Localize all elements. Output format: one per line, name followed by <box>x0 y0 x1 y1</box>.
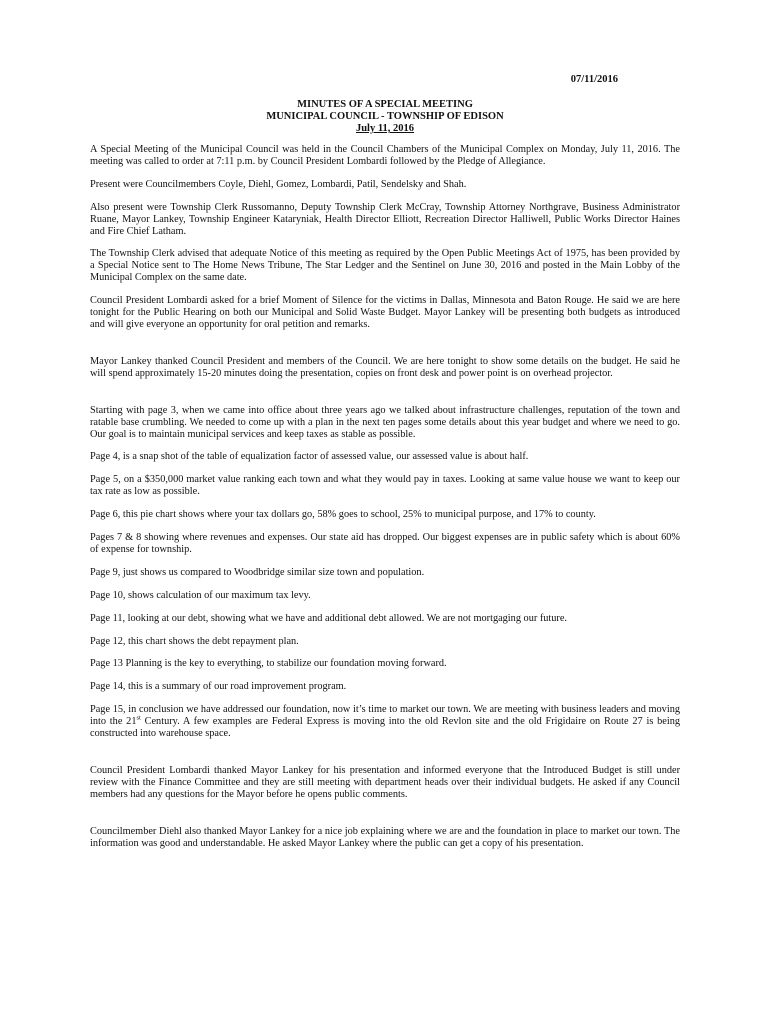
paragraph-page-9: Page 9, just shows us compared to Woodbridge similar size town and population. <box>90 566 425 578</box>
page-15-text-end: Century. A few examples are Federal Express is moving into the old Revlon site and the old Frigidaire on Route 27 is being constructed into warehouse space. <box>90 716 680 740</box>
paragraph-present: Present were Councilmembers Coyle, Diehl, Gomez, Lombardi, Patil, Sendelsky and Shah. <box>90 178 467 190</box>
page-15-text-start: Page 15, in conclusion we have addressed our foundation, now it’s time to market our town. We are meeting with business leaders and moving into the 21 <box>90 704 680 728</box>
paragraph-page-12: Page 12, this chart shows the debt repayment plan. <box>90 635 299 647</box>
document-date: 07/11/2016 <box>570 74 618 85</box>
paragraph-page-4: Page 4, is a snap shot of the table of equalization factor of assessed value, our assessed value is about half. <box>90 451 529 463</box>
paragraph-page-14: Page 14, this is a summary of our road improvement program. <box>90 681 347 693</box>
paragraph-diehl-remarks: Councilmember Diehl also thanked Mayor Lankey for a nice job explaining where we are and the foundation in place to market our town. The information was good and understandable. He asked Mayor Lankey where the public can get a copy of his presentation. <box>90 825 680 849</box>
paragraph-page-11: Page 11, looking at our debt, showing what we have and additional debt allowed. We are not mortgaging our future. <box>90 612 567 624</box>
paragraph-president-remarks: Council President Lombardi thanked Mayor Lankey for his presentation and informed everyone that the Introduced Budget is still under review with the Finance Committee and they are still meeting with department heads over their individual budgets. He asked if any Council members had any questions for the Mayor before he opens public comments. <box>90 765 680 800</box>
ordinal-superscript: st <box>136 714 141 722</box>
paragraph-page-15 <box>90 704 680 740</box>
paragraph-moment-of-silence: Council President Lombardi asked for a brief Moment of Silence for the victims in Dallas, Minnesota and Baton Rouge. He said we are here tonight for the Public Hearing on both our Municipal and Solid Waste Budget. Mayor Lankey will be presenting both budgets as introduced and will give everyone an opportunity for oral petition and remarks. <box>90 295 680 330</box>
paragraph-page-10: Page 10, shows calculation of our maximum tax levy. <box>90 589 311 601</box>
paragraph-also-present: Also present were Township Clerk Russomanno, Deputy Township Clerk McCray, Township Attorney Northgrave, Business Administrator Ruane, Mayor Lankey, Township Engineer Kataryniak, Health Director Elliott, Recreation Director Halliwell, Public Works Director Haines and Fire Chief Latham. <box>90 201 680 237</box>
paragraph-page-6: Page 6, this pie chart shows where your tax dollars go, 58% goes to school, 25% to municipal purpose, and 17% to county. <box>90 509 596 521</box>
heading-title: MINUTES OF A SPECIAL MEETING <box>297 99 473 110</box>
paragraph-mayor-intro: Mayor Lankey thanked Council President and members of the Council. We are here tonight to show some details on the budget. He said he will spend approximately 15-20 minutes doing the presentation, copies on front desk and power point is on overhead projector. <box>90 355 680 379</box>
paragraph-call-to-order: A Special Meeting of the Municipal Council was held in the Council Chambers of the Municipal Complex on Monday, July 11, 2016. The meeting was called to order at 7:11 p.m. by Council President Lombardi followed by the Pledge of Allegiance. <box>90 144 680 167</box>
heading-organization: MUNICIPAL COUNCIL - TOWNSHIP OF EDISON <box>266 111 504 122</box>
paragraph-notice: The Township Clerk advised that adequate Notice of this meeting as required by the Open Public Meetings Act of 1975, has been provided by a Special Notice sent to The Home News Tribune, The Star Ledger and the Sentinel on June 30, 2016 and posted in the Main Lobby of the Municipal Complex on the same date. <box>90 248 680 284</box>
paragraph-page-5: Page 5, on a $350,000 market value ranking each town and what they would pay in taxes. Looking at same value house we want to keep our tax rate as low as possible. <box>90 474 680 498</box>
document-heading <box>0 99 770 135</box>
paragraph-pages-7-8: Pages 7 & 8 showing where revenues and expenses. Our state aid has dropped. Our biggest expenses are in public safety which is about 60% of expense for township. <box>90 532 680 555</box>
heading-meeting-date: July 11, 2016 <box>355 123 415 134</box>
document-body <box>90 144 680 861</box>
paragraph-page-3: Starting with page 3, when we came into office about three years ago we talked about infrastructure challenges, reputation of the town and ratable base crumbling. We needed to come up with a plan in the next ten pages some details about this year budget and where we need to go. Our goal is to maintain municipal services and keep taxes as stable as possible. <box>90 404 680 440</box>
paragraph-page-13: Page 13 Planning is the key to everything, to stabilize our foundation moving forward. <box>90 658 447 670</box>
